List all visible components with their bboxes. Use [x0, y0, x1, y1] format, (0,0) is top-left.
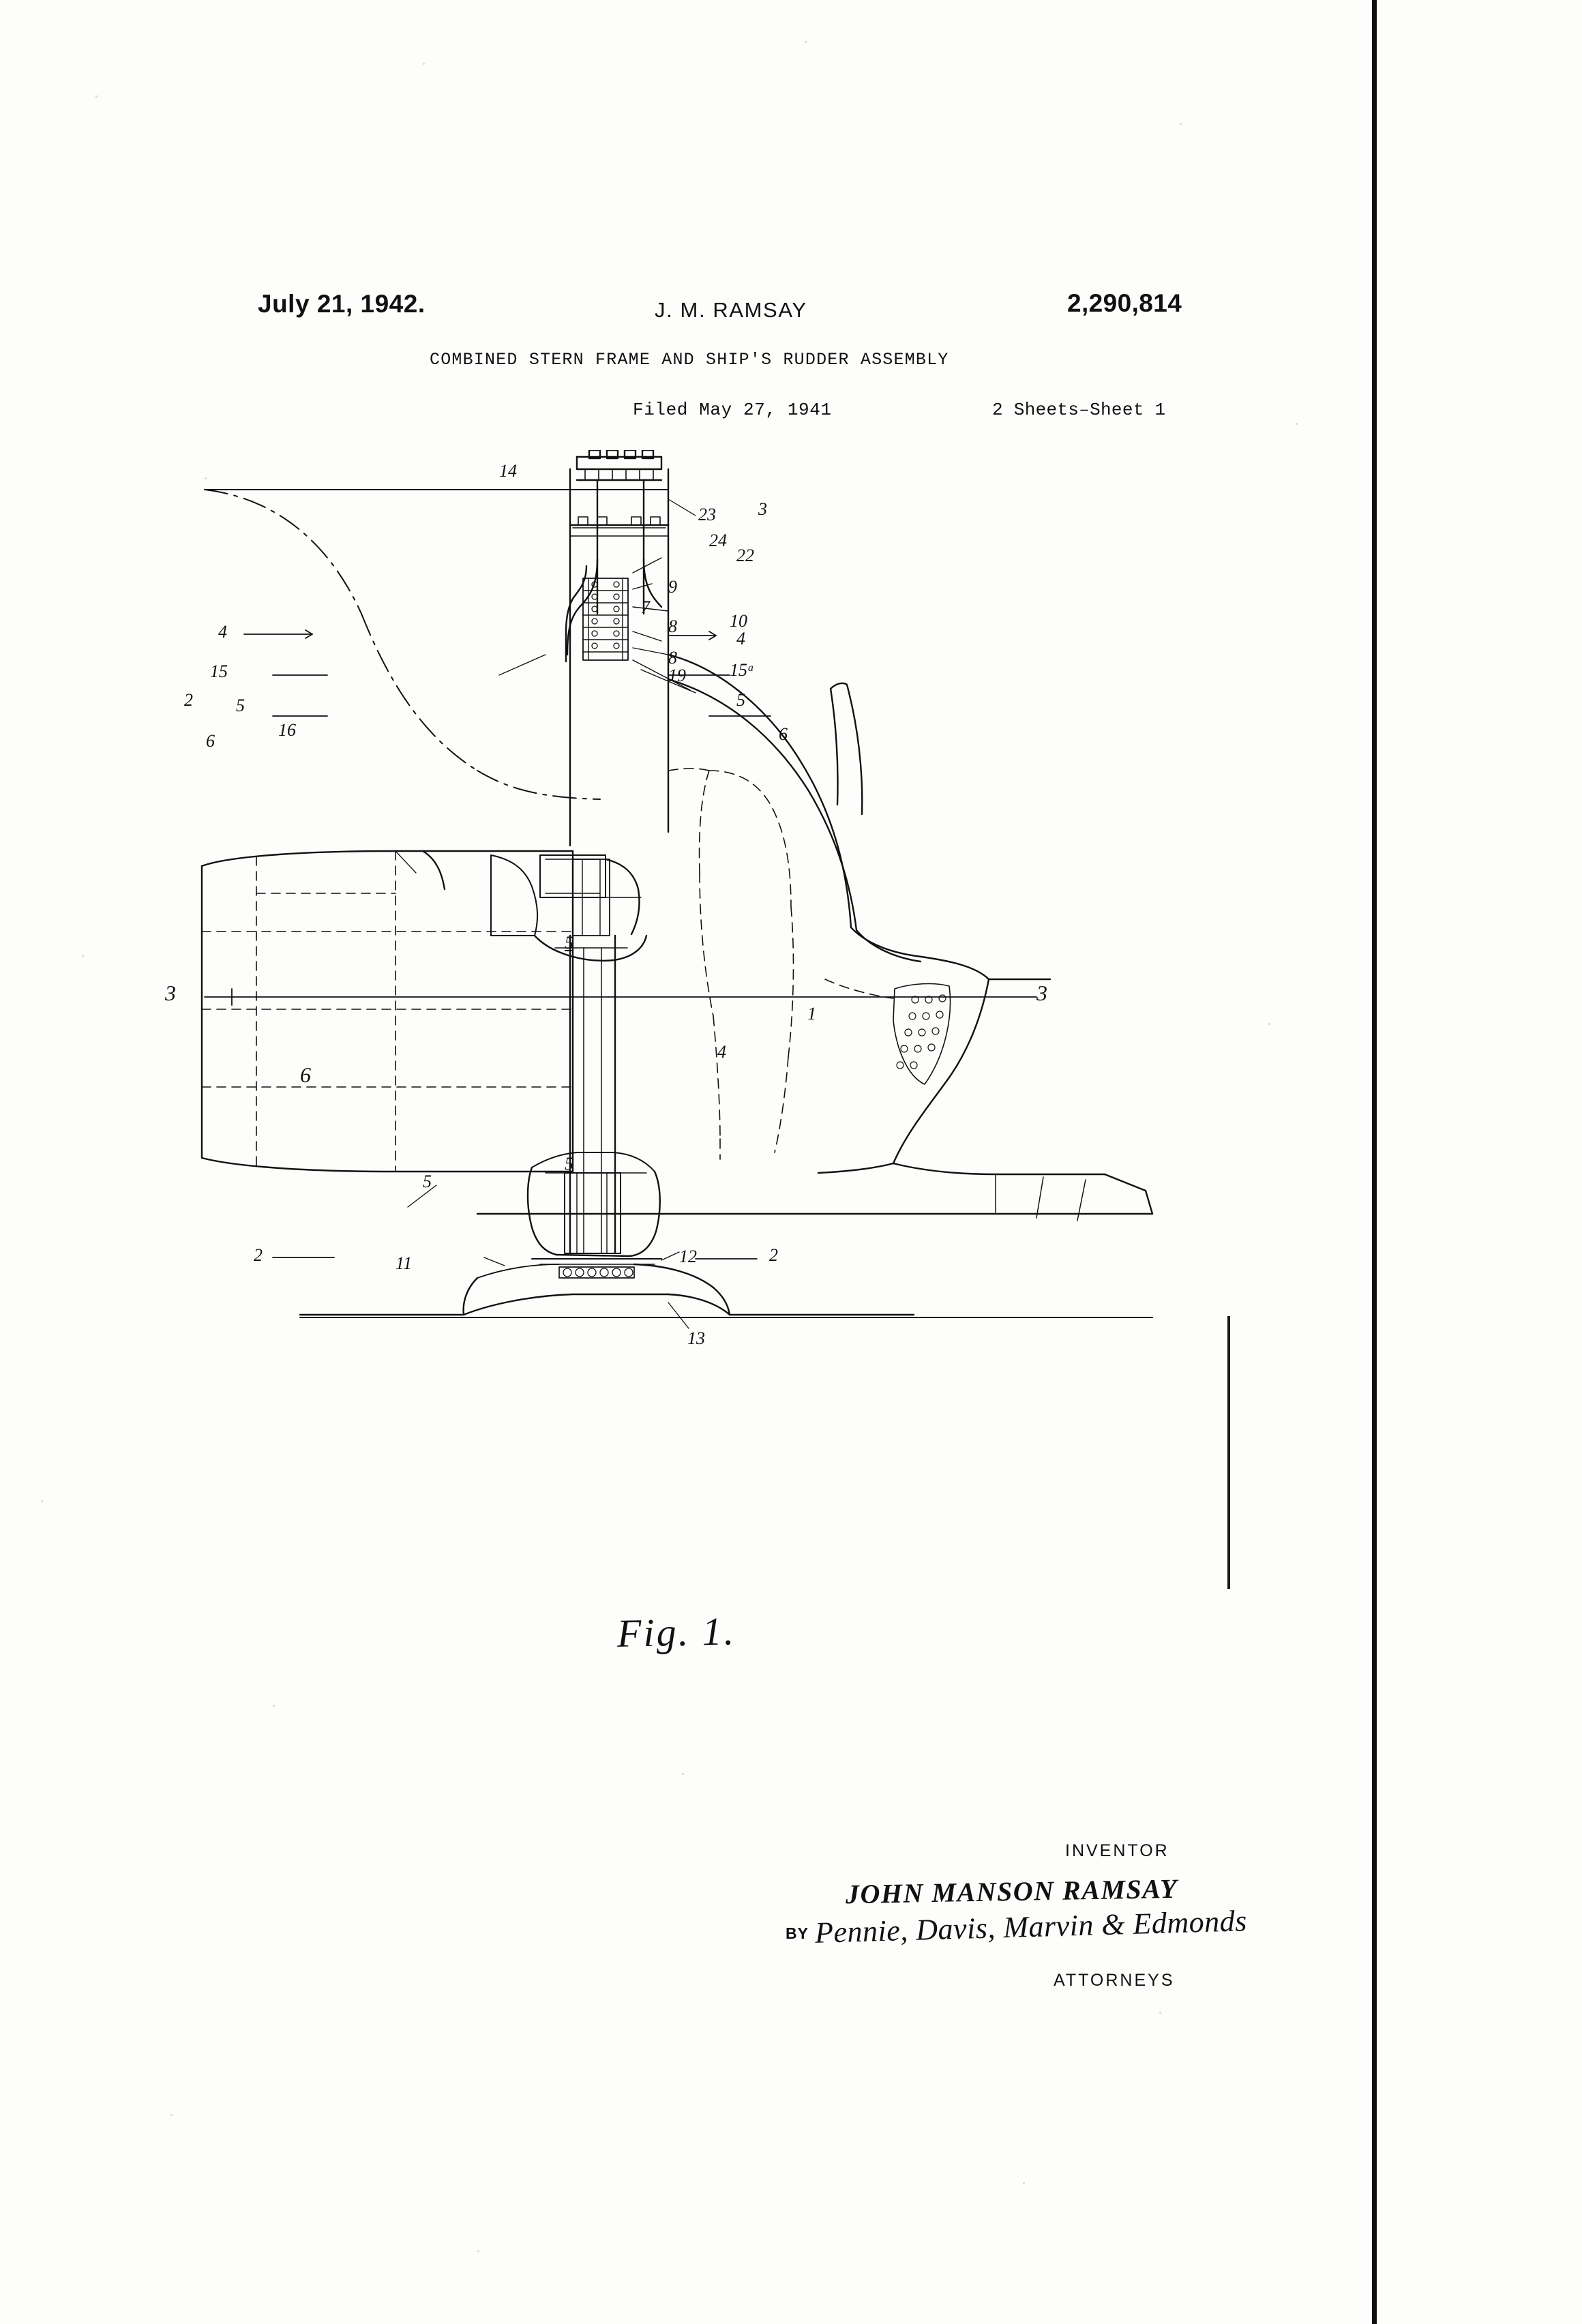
numeral-2-bottom-left: 2 — [254, 1245, 263, 1265]
numeral-15a: 15ᵃ — [730, 660, 755, 680]
numeral-6-right: 6 — [779, 724, 788, 744]
numeral-12: 12 — [679, 1247, 697, 1266]
paper-speckle — [1180, 123, 1182, 125]
sheet-count: 2 Sheets–Sheet 1 — [992, 400, 1166, 420]
patent-title: COMBINED STERN FRAME AND SHIP'S RUDDER ASSEMBLY — [430, 350, 949, 370]
numeral-3-right: 3 — [1036, 981, 1047, 1005]
numeral-11: 11 — [395, 1253, 413, 1273]
numeral-5-right: 5 — [736, 690, 745, 710]
paper-speckle — [682, 1773, 684, 1775]
numeral-19: 19 — [668, 666, 686, 685]
numeral-2-left: 2 — [184, 690, 193, 710]
numeral-6-left: 6 — [206, 731, 215, 751]
paper-speckle — [95, 95, 98, 98]
numeral-3-left: 3 — [165, 981, 176, 1005]
figure-caption: Fig. 1. — [616, 1609, 736, 1656]
filing-date: Filed May 27, 1941 — [633, 400, 832, 420]
patent-number: 2,290,814 — [1067, 289, 1182, 317]
paper-speckle — [805, 41, 807, 43]
paper-speckle — [1023, 2182, 1025, 2184]
paper-speckle — [1159, 2012, 1161, 2014]
numeral-5-left: 5 — [236, 696, 245, 715]
paper-speckle — [41, 1500, 43, 1502]
numeral-4-right: 4 — [736, 629, 745, 649]
paper-speckle — [170, 2114, 173, 2116]
paper-speckle — [477, 2250, 479, 2252]
by-label: BY — [786, 1924, 809, 1942]
paper-speckle — [1268, 1023, 1270, 1025]
paper-speckle — [82, 955, 84, 957]
paper-speckle — [273, 1705, 275, 1707]
numeral-8-lower: 8 — [668, 648, 677, 668]
numeral-9: 9 — [668, 577, 677, 597]
numeral-8-upper: 8 — [668, 616, 677, 636]
numeral-2-bottom-right: 2 — [769, 1245, 778, 1265]
numeral-14: 14 — [499, 461, 517, 481]
figure-1-drawing — [165, 450, 1391, 1623]
paper-speckle — [1296, 423, 1298, 425]
inventor-initials: J. M. RAMSAY — [655, 298, 807, 322]
numeral-5-upper-mid: 5 — [565, 933, 573, 953]
paper-speckle — [423, 63, 425, 65]
numeral-10: 10 — [730, 611, 747, 631]
numeral-24: 24 — [709, 531, 727, 550]
paper-speckle — [205, 477, 207, 479]
inventor-name: JOHN MANSON RAMSAY — [845, 1873, 1178, 1910]
numeral-4-left: 4 — [218, 622, 227, 642]
attorney-signature: Pennie, Davis, Marvin & Edmonds — [814, 1904, 1248, 1950]
attorneys-label: ATTORNEYS — [1054, 1971, 1175, 1990]
numeral-4-mid: 4 — [717, 1042, 726, 1062]
inventor-label: INVENTOR — [1065, 1841, 1169, 1860]
numeral-13: 13 — [687, 1328, 705, 1348]
publication-date: July 21, 1942. — [258, 290, 426, 318]
numeral-7: 7 — [641, 597, 650, 617]
numeral-3-top: 3 — [758, 499, 767, 519]
numeral-15: 15 — [210, 661, 228, 681]
numeral-6-blade: 6 — [300, 1062, 311, 1087]
numeral-22: 22 — [736, 546, 754, 565]
numeral-5-lower-mid: 5 — [565, 1154, 573, 1174]
numeral-1: 1 — [807, 1004, 816, 1024]
numeral-23: 23 — [698, 505, 716, 524]
numeral-16: 16 — [278, 720, 296, 740]
numeral-5-blade: 5 — [423, 1172, 432, 1191]
